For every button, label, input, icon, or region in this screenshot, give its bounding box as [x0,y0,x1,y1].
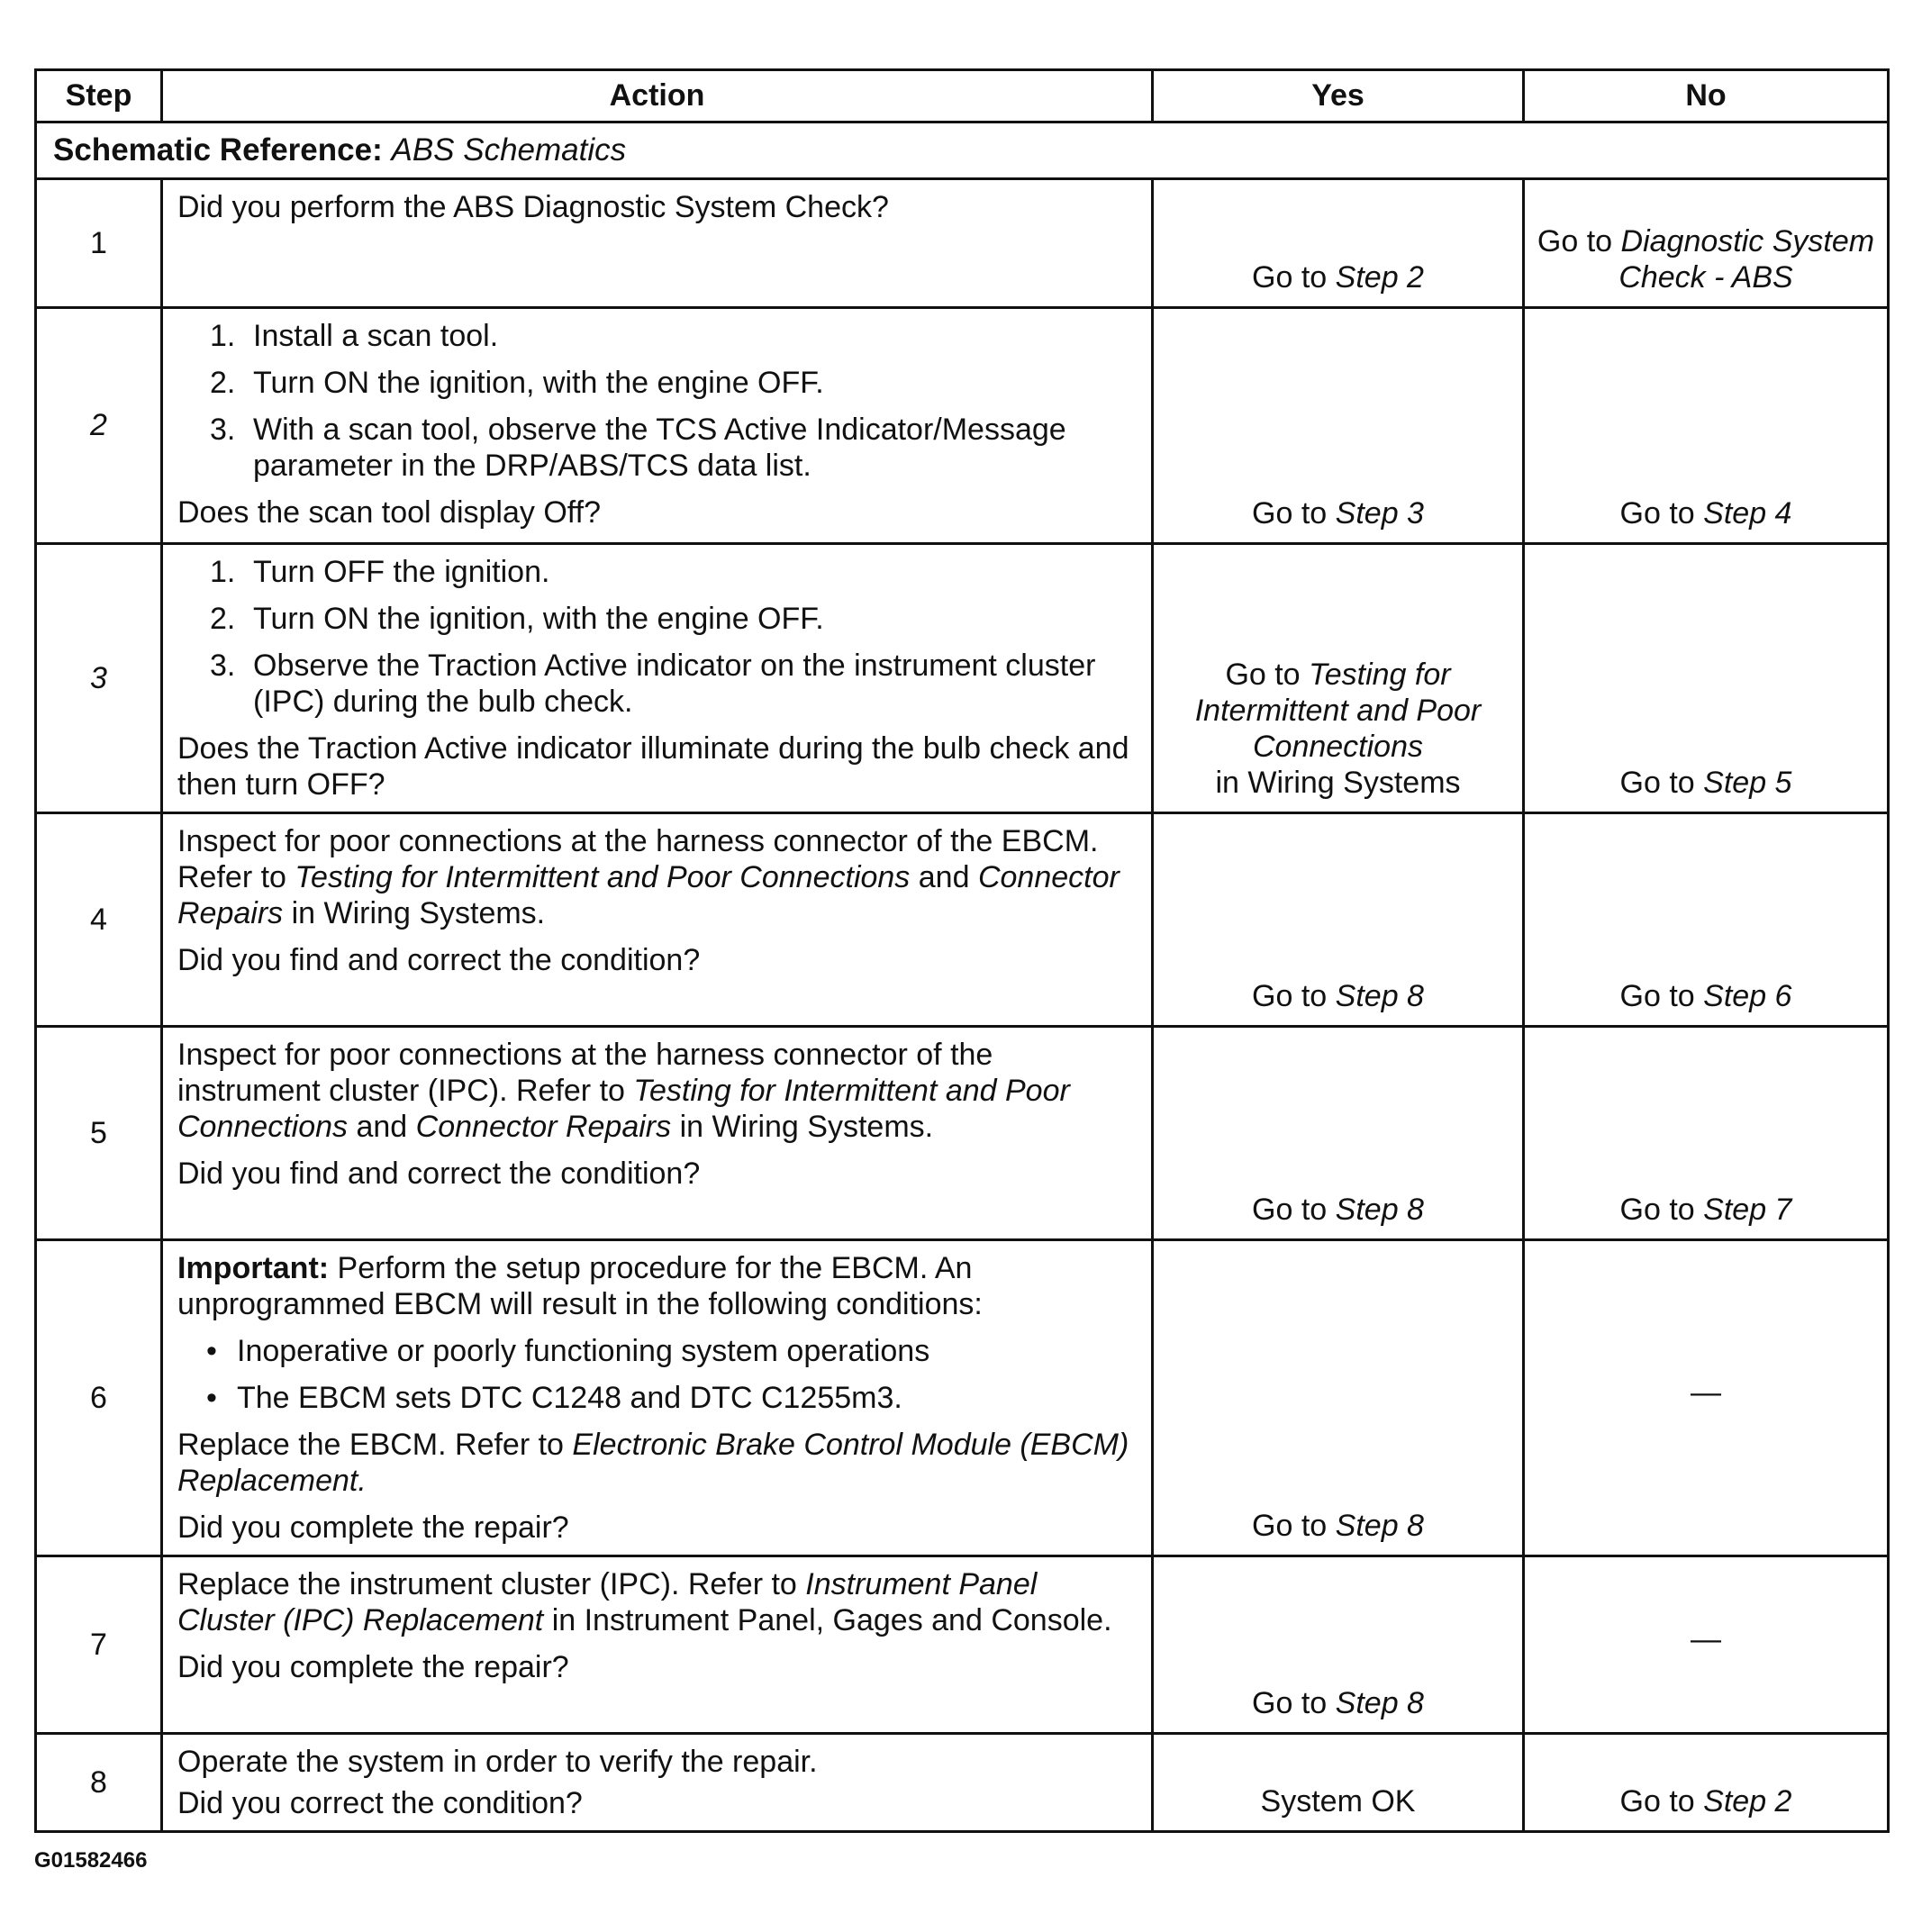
important-note: Important: Perform the setup procedure for the EBCM. An unprogrammed EBCM will result in the following conditions: [177,1251,983,1321]
list-item: • Inoperative or poorly functioning system operations [206,1334,930,1368]
reference-link[interactable]: Testing for Intermittent and Poor Connections [295,860,911,894]
yes-link[interactable]: Step 8 [1335,1686,1424,1720]
no-link[interactable]: Step 4 [1703,496,1792,531]
header-no: No [1524,70,1889,122]
schematic-reference-row [36,122,1889,179]
yes-link[interactable]: Step 2 [1335,260,1424,295]
step-number: 4 [36,813,162,1027]
yes-prefix: Go to [1252,496,1328,531]
step-number: 6 [36,1240,162,1556]
yes-cell [1153,1027,1524,1240]
no-prefix: Go to [1619,1193,1695,1227]
no-dash: — [1691,1622,1721,1656]
step-number: 3 [36,544,162,813]
list-item: • The EBCM sets DTC C1248 and DTC C1255m3. [206,1381,902,1415]
no-cell [1524,813,1889,1027]
table-row [36,179,1889,308]
no-prefix: Go to [1619,979,1695,1013]
yes-prefix: Go to [1252,1686,1328,1720]
table-row [36,308,1889,544]
action-text: Inspect for poor connections at the harness connector of the EBCM. Refer to Testing for Intermittent and Poor Connections and Connector Repairs in Wiring Systems. [177,824,1120,930]
header-row [36,70,1889,122]
no-link[interactable]: Diagnostic System Check - ABS [1618,224,1875,295]
action-question: Did you find and correct the condition? [177,943,701,977]
step-number: 2 [36,308,162,544]
action-cell [162,544,1153,813]
action-text: Inspect for poor connections at the harness connector of the instrument cluster (IPC). Refer to Testing for Intermittent and Poor Connections and Connector Repairs in Wiring Systems. [177,1038,1070,1144]
header-action: Action [162,70,1153,122]
yes-link[interactable]: Step 8 [1335,979,1424,1013]
reference-link[interactable]: Connector Repairs [177,860,1120,930]
action-question: Did you complete the repair? [177,1510,569,1545]
table-row [36,1027,1889,1240]
no-dash: — [1691,1375,1721,1410]
list-item: 3. Observe the Traction Active indicator on the instrument cluster (IPC) during the bulb check. [210,649,1096,719]
step-number: 7 [36,1556,162,1734]
action-steps [177,554,1138,720]
yes-suffix: in Wiring Systems [1215,766,1461,800]
action-text: Replace the EBCM. Refer to Electronic Brake Control Module (EBCM) Replacement. [177,1428,1129,1498]
action-text: Operate the system in order to verify the repair. [177,1745,818,1779]
reference-link[interactable]: Electronic Brake Control Module (EBCM) Replacement. [177,1428,1129,1498]
figure-id: G01582466 [34,1848,148,1873]
no-cell [1524,544,1889,813]
schematic-reference [36,122,1889,179]
action-cell [162,1240,1153,1556]
yes-cell [1153,544,1524,813]
yes-prefix: Go to [1252,979,1328,1013]
no-link[interactable]: Step 6 [1703,979,1792,1013]
action-cell [162,813,1153,1027]
yes-link[interactable]: Step 8 [1335,1509,1424,1543]
no-link[interactable]: Step 7 [1703,1193,1792,1227]
important-label: Important: [177,1251,330,1285]
no-prefix: Go to [1619,766,1695,800]
yes-text: System OK [1260,1784,1416,1819]
no-cell [1524,308,1889,544]
yes-prefix: Go to [1225,658,1301,692]
yes-cell [1153,1734,1524,1832]
list-item: 1. Install a scan tool. [210,319,499,353]
yes-prefix: Go to [1252,260,1328,295]
action-cell [162,1027,1153,1240]
table-row [36,544,1889,813]
no-cell [1524,1240,1889,1556]
yes-prefix: Go to [1252,1193,1328,1227]
yes-cell [1153,308,1524,544]
condition-list [177,1333,1138,1416]
no-cell [1524,1027,1889,1240]
step-number: 8 [36,1734,162,1832]
diagnostic-table [34,68,1890,1833]
reference-link[interactable]: Instrument Panel Cluster (IPC) Replacement [177,1567,1038,1637]
no-prefix: Go to [1619,1784,1695,1819]
reference-link[interactable]: Testing for Intermittent and Poor Connections [177,1074,1070,1144]
step-number: 1 [36,179,162,308]
header-yes: Yes [1153,70,1524,122]
list-item: 1. Turn OFF the ignition. [210,555,550,589]
action-cell [162,1556,1153,1734]
action-question: Does the Traction Active indicator illuminate during the bulb check and then turn OFF? [177,731,1129,802]
table-row [36,1240,1889,1556]
list-item: 3. With a scan tool, observe the TCS Active Indicator/Message parameter in the DRP/ABS/TCS data list. [210,413,1066,483]
yes-prefix: Go to [1252,1509,1328,1543]
action-cell [162,308,1153,544]
no-link[interactable]: Step 2 [1703,1784,1792,1819]
no-link[interactable]: Step 5 [1703,766,1792,800]
action-question: Did you find and correct the condition? [177,1156,701,1191]
table-row [36,1734,1889,1832]
step-number: 5 [36,1027,162,1240]
yes-link[interactable]: Step 8 [1335,1193,1424,1227]
action-question: Does the scan tool display Off? [177,495,601,530]
reference-link[interactable]: Connector Repairs [415,1110,672,1144]
no-cell [1524,1734,1889,1832]
table-row [36,1556,1889,1734]
yes-link[interactable]: Testing for Intermittent and Poor Connections [1194,658,1482,764]
no-prefix: Go to [1537,224,1613,259]
yes-link[interactable]: Step 3 [1335,496,1424,531]
action-question: Did you correct the condition? [177,1786,583,1820]
yes-cell [1153,179,1524,308]
action-cell [162,179,1153,308]
schematic-reference-label: Schematic Reference: [53,132,383,168]
list-item: 2. Turn ON the ignition, with the engine OFF. [210,602,824,636]
no-cell [1524,179,1889,308]
no-cell [1524,1556,1889,1734]
action-cell [162,1734,1153,1832]
schematic-reference-link[interactable]: ABS Schematics [391,132,627,168]
yes-cell [1153,813,1524,1027]
yes-cell [1153,1556,1524,1734]
table-row [36,813,1889,1027]
list-item: 2. Turn ON the ignition, with the engine OFF. [210,366,824,400]
action-question: Did you complete the repair? [177,1650,569,1684]
header-step: Step [36,70,162,122]
no-prefix: Go to [1619,496,1695,531]
action-text: Did you perform the ABS Diagnostic System Check? [177,190,889,224]
action-steps [177,318,1138,484]
action-text: Replace the instrument cluster (IPC). Refer to Instrument Panel Cluster (IPC) Replacement in Instrument Panel, Gages and Console. [177,1567,1112,1637]
yes-cell [1153,1240,1524,1556]
